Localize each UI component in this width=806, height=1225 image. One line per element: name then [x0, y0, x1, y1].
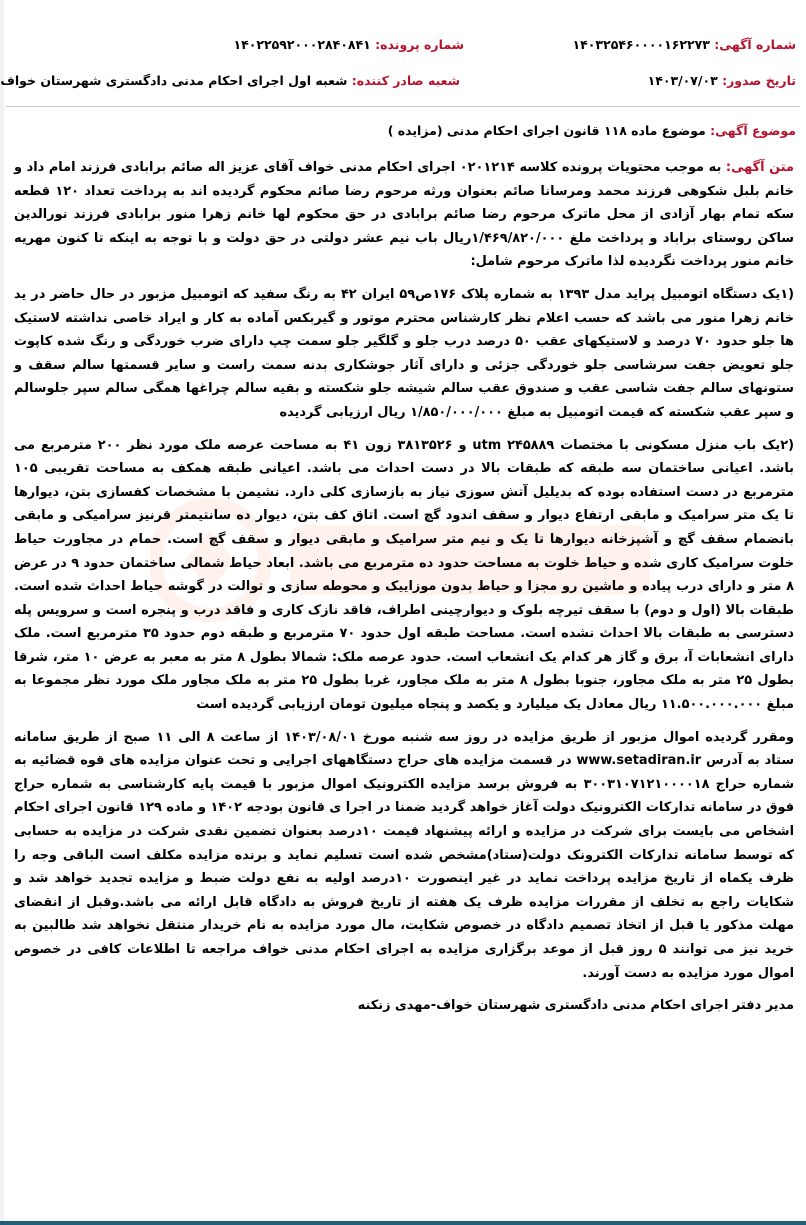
subject: [388, 123, 796, 138]
ad-number-value: ۱۴۰۳۲۵۴۶۰۰۰۰۱۶۲۲۷۳: [572, 37, 710, 52]
file-number: [233, 37, 464, 52]
issue-date-label: تاریخ صدور:: [722, 73, 796, 88]
issue-date: [648, 73, 796, 88]
footer-bar: [0, 1221, 806, 1225]
notice-body: [14, 156, 794, 1018]
body-intro-paragraph: [14, 156, 794, 274]
issuer: [0, 73, 460, 88]
subject-label: موضوع آگهی:: [710, 123, 796, 138]
ad-number-label: شماره آگهی:: [714, 37, 796, 52]
header-divider: [6, 106, 800, 107]
issue-date-value: ۱۴۰۳/۰۷/۰۳: [647, 73, 718, 88]
issuer-value: شعبه اول اجرای احکام مدنی دادگستری شهرستان خواف: [0, 73, 348, 88]
item-1-car: (۱یک دستگاه اتومبیل پراید مدل ۱۳۹۳ به شماره پلاک ۱۷۶ص۵۹ ایران ۴۲ به رنگ سفید که اتومبیل مزبور در حال حاضر در ید خانم زهرا منور می باشد که حسب اعلام نظر کارشناس محترم موتور و گیربکس آماده به کار و ایراد خاصی نداشته لاستیک ها جلو حدود ۷۰ درصد و لاستیکهای عقب ۵۰ درصد درب جلو و گلگیر جلو سمت چپ دارای ضرب خوردگی و رنگ شده کاپوت جلو تعویض جفت سرشاسی جلو خوردگی جزئی و دارای آثار جوشکاری بدنه سمت راست و سایر قسمتها سالم سقف و ستونهای سالم جفت شاسی عقب و صندوق عقب سالم شیشه جلو شکسته و بقیه سالم چراغها همگی سالم سپر جلوسالم و سپر عقب شکسته که قیمت اتومبیل به مبلغ ۱/۸۵۰/۰۰۰/۰۰۰ ریال ارزیابی گردیده: [14, 286, 794, 420]
ad-number: [573, 37, 796, 52]
body-label: متن آگهی:: [725, 160, 794, 175]
left-margin-line: [0, 0, 4, 1225]
file-number-value: ۱۴۰۲۲۵۹۲۰۰۰۲۸۴۰۸۴۱: [233, 37, 371, 52]
issuer-label: شعبه صادر کننده:: [351, 73, 460, 88]
signature-line: مدیر دفتر اجرای احکام مدنی دادگستری شهرستان خواف-مهدی زنکنه: [357, 998, 794, 1014]
subject-value: موضوع ماده ۱۱۸ قانون اجرای احکام مدنی (مزایده ): [387, 123, 706, 138]
file-number-label: شماره پرونده:: [375, 37, 464, 52]
body-intro-text: به موجب محتویات پرونده کلاسه ۰۲۰۱۲۱۴ اجرای احکام مدنی خواف آقای عزیز اله صائم برابادی فرزند امام داد و خانم بلبل شکوهی فرزند محمد ومرسانا صائم بعنوان ورثه مرحوم رضا صائم محکوم گردیده اند به پرداخت تعداد ۱۲۰ قطعه سکه تمام بهار آزادی از محل ماترک مرحوم رضا صائم برابادی در حق محکوم لها خانم زهرا منور برابادی فرزند نورالدین ساکن روستای براباد و پرداخت ملغ ۱/۴۶۹/۸۲۰/۰۰۰ریال باب نیم عشر دولتی در حق دولت و با توجه به اینکه تا کنون مهریه خانم منور پرداخت نگردیده لذا ماترک مرحوم شامل:: [14, 160, 794, 270]
auction-details: ومقرر گردیده اموال مزبور از طریق مزایده در روز سه شنبه مورخ ۱۴۰۳/۰۸/۰۱ از ساعت ۸ الی ۱۱ صبح از طریق سامانه ستاد به آدرس www.setadiran.ir در قسمت مزایده های حراج دستگاههای اجرایی و تحت عنوان مزایده های قوه قضائیه به شماره حراج ۳۰۰۳۱۰۷۱۲۱۰۰۰۰۱۸ به فروش برسد مزایده الکترونیک اموال مزبور با قیمت پایه کارشناسی به شماره حراج فوق در سامانه تدارکات الکترونیک دولت آغاز خواهد گردید ضمنا در اجرا ی قانون بودجه ۱۴۰۲ و ماده ۱۲۹ قانون اجرای احکام اشخاص می بایست برای شرکت در مزایده و ارائه پیشنهاد قیمت ۱۰درصد بعنوان تضمین نقدی شرکت در مزایده به حسابی که توسط سامانه تدارکات الکترونک دولت(ستاد)مشخص شده است تسلیم نماید و برنده مزایده مکلف است الباقی وجه را ظرف یکماه از تاریخ مزایده پرداخت نماید در غیر اینصورت ۱۰درصد اولیه به نفع دولت ضبط و مزایده تجدید خواهد شد و شکایات راجع به تخلف از مقررات مزایده ظرف یک هفته از تاریخ فروش به دادگاه قابل ارائه می باشد.وقبل از انقضای مهلت مذکور یا قبل از اتخاذ تصمیم دادگاه در خصوص شکایت، مال مورد مزایده به نام خریدار منتقل نخواهد شد طالبین به خرید نیز می توانند ۵ روز قبل از موعد برگزاری مزایده به اجرای احکام مدنی خواف مراجعه تا اطلاعات کافی در خصوص اموال مورد مزایده به دست آورند.: [14, 729, 795, 981]
item-2-house: (۲یک باب منزل مسکونی با مختصات utm ۲۴۵۸۸۹ و ۳۸۱۳۵۲۶ زون ۴۱ به مساحت عرصه ملک مورد نظر ۲۰۰ مترمربع می باشد. اعیانی ساختمان سه طبقه که طبقات بالا در دست احداث می باشد. اعیانی طبقه همکف به مساحت تقریبی ۱۰۵ مترمربع در دست استفاده بوده که بدیلیل آتش سوزی نیاز به بازسازی کلی دارد. نشیمن با مشخصات کفسازی بتن، دیوارها تا یک متر سرامیک و مابقی ارتفاع دیوار و سقف اندود گچ است. اتاق کف بتن، دیوار ده سانتیمتر قرنیز سرامیکی و مابقی بانضمام سقف گچ و آشپزخانه دیوارها تا یک و نیم متر سرامیک و مابقی دیوار و سقف گچ است. حمام در مجاورت حیاط خلوت سرامیک کاری شده و حیاط خلوت به مساحت حدود ده مترمربع می باشد. ابعاد حیاط شمالی ساختمان حدود ۹ در عرض ۸ متر و دارای درب پیاده و ماشین رو مجزا و حیاط بدون موزاییک و محوطه سازی و توالت در گوشه حیاط احداث شده است. طبقات بالا (اول و دوم) با سقف تیرچه بلوک و دیوارچینی اطراف، فاقد نازک کاری و فاقد درب و پنجره است و سرویس پله دسترسی به طبقات بالا احداث نشده است. مساحت طبقه اول حدود ۷۰ مترمربع و طبقه دوم حدود ۳۵ مترمربع است. ملک دارای انشعابات آ، برق و گاز هر کدام یک انشعاب است. حدود عرصه ملک: شمالا بطول ۸ متر به معبر به عرض ۱۰ متر، شرقا بطول ۲۵ متر به ملک مجاور، جنوبا بطول ۸ متر به ملک مجاور، غربا بطول ۲۵ متر به ملک مجاور ملک مورد نظر مجموعا به مبلغ ۱۱.۵۰۰.۰۰۰.۰۰۰ ریال معادل یک میلیارد و یکصد و پنجاه میلیون تومان ارزیابی گردیده است: [14, 437, 794, 713]
